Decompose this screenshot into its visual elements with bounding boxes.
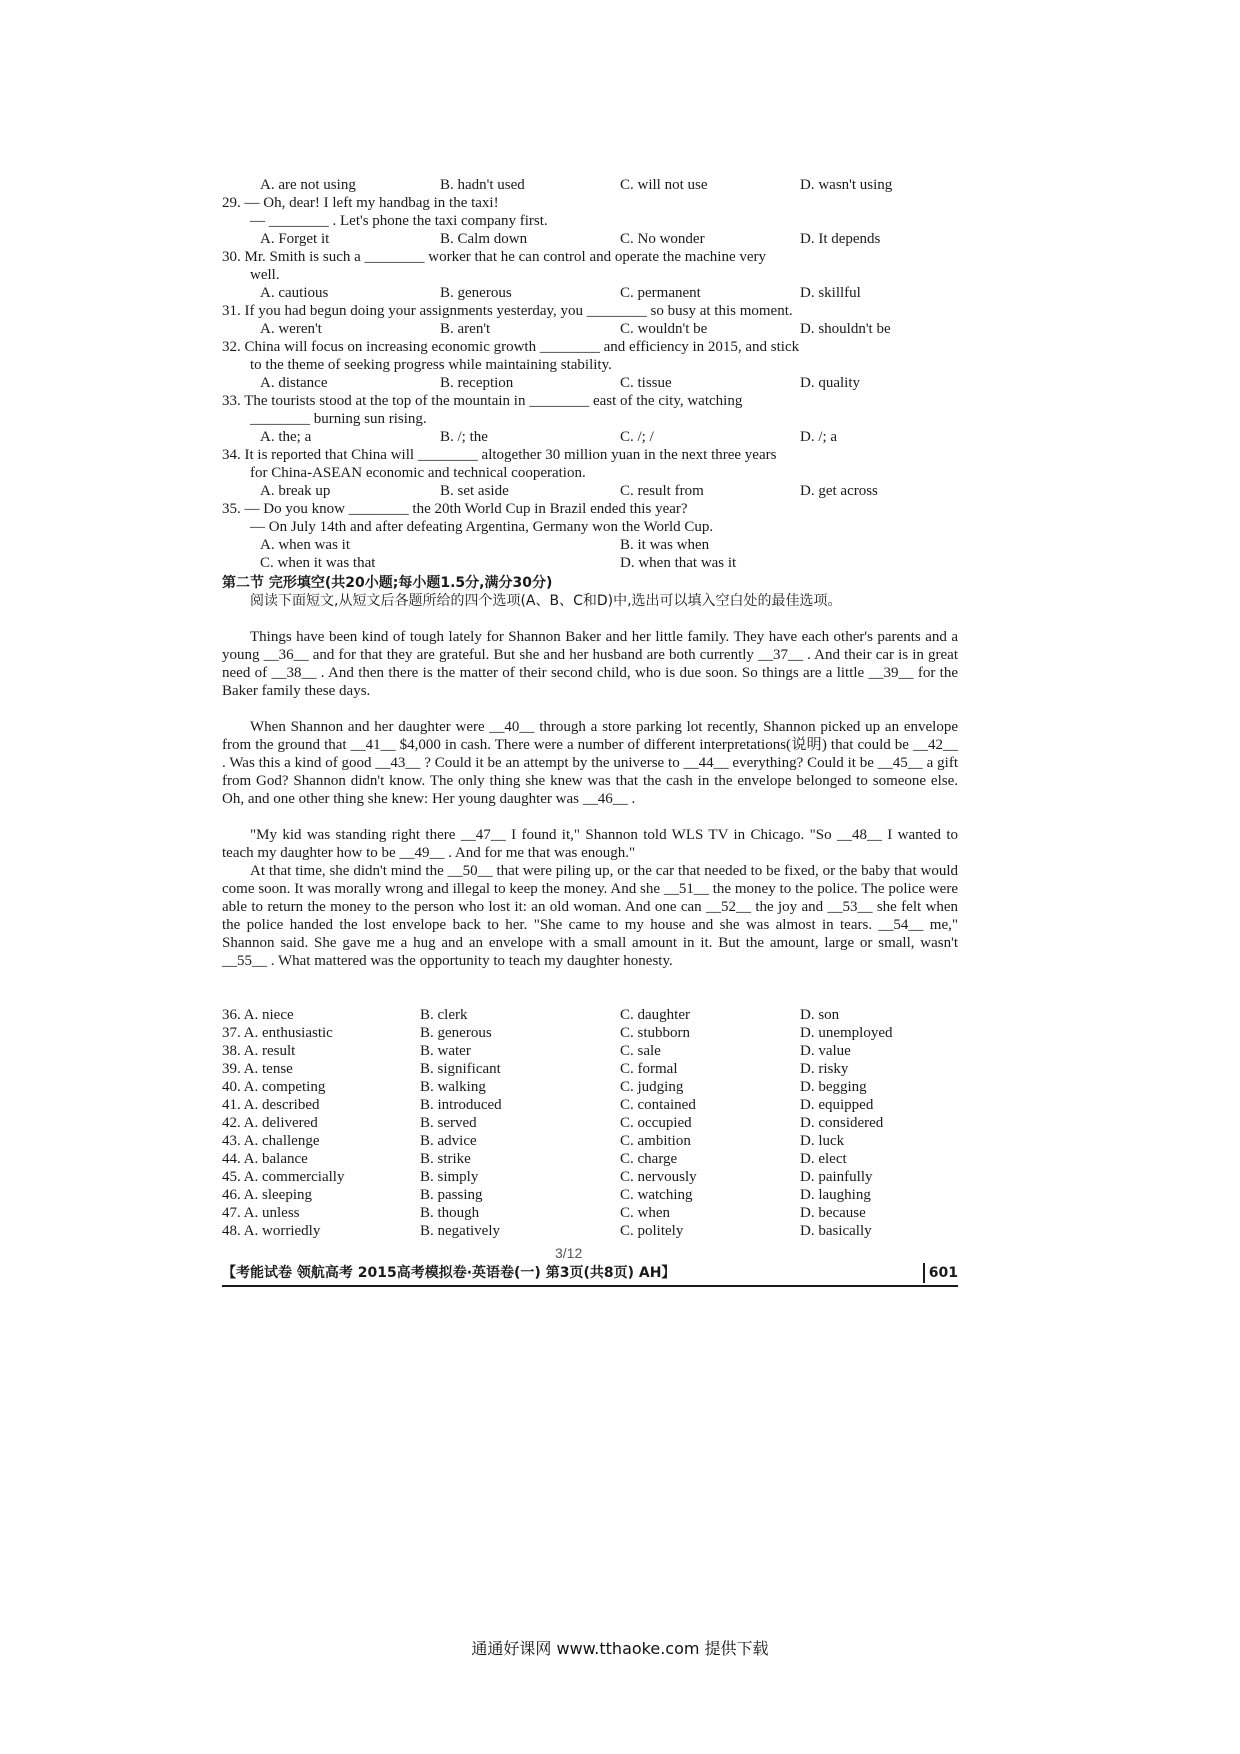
passage-paragraph-4: At that time, she didn't mind the __50__ that were piling up, or the car that needed to be fixed, or the baby that would come soon. It was morally wrong and illegal to keep the money. And she __51__ the money to the police. The police were able to return the money to the person who lost it: an old woman. And one can __52__ the joy and __53__ she felt when the police handed the lost envelope back to her. "She came to my house and she was almost in tears. __54__ me," Shannon said. She gave me a hug and an envelope with a small amount in it. But the amount, large or small, wasn't __55__ . What mattered was the opportunity to teach my daughter honesty. <box>222 863 958 969</box>
option-a: A. when was it <box>260 537 350 553</box>
option-d: D. laughing <box>800 1187 871 1203</box>
option-b: B. /; the <box>440 429 488 445</box>
option-b: B. water <box>420 1043 471 1059</box>
option-a: 40. A. competing <box>222 1079 326 1095</box>
option-b: B. passing <box>420 1187 483 1203</box>
option-a: A. Forget it <box>260 231 330 247</box>
option-a: 43. A. challenge <box>222 1133 320 1149</box>
option-d: D. when that was it <box>620 555 737 571</box>
passage-paragraph-2: When Shannon and her daughter were __40__ through a store parking lot recently, Shannon picked up an envelope from the ground that __41__ $4,000 in cash. There were a number of different interpretations(说明) that could be __42__ . Was this a kind of good __43__ ? Could it be an attempt by the universe to __44__ everything? Could it be __45__ a gift from God? Shannon didn't know. The only thing she knew was that the cash in the envelope belonged to someone else. Oh, and one other thing she knew: Her young daughter was __46__ . <box>222 719 958 807</box>
option-b: B. set aside <box>440 483 509 499</box>
option-b: B. Calm down <box>440 231 528 247</box>
passage-paragraph-3: "My kid was standing right there __47__ I found it," Shannon told WLS TV in Chicago. "So __48__ I wanted to teach my daughter how to be __49__ . And for me that was enough." <box>222 827 958 861</box>
option-c: C. will not use <box>620 177 708 193</box>
option-a: A. the; a <box>260 429 312 445</box>
option-a: 39. A. tense <box>222 1061 293 1077</box>
option-b: B. reception <box>440 375 514 391</box>
option-c: C. nervously <box>620 1169 697 1185</box>
q30-stem-cont: well. <box>250 267 280 283</box>
q33-stem-cont: ________ burning sun rising. <box>250 411 427 427</box>
page-number: 3/12 <box>555 1245 583 1261</box>
option-b: B. significant <box>420 1061 501 1077</box>
option-c: C. stubborn <box>620 1025 691 1041</box>
option-c: C. sale <box>620 1043 661 1059</box>
option-a: A. are not using <box>260 177 356 193</box>
option-a: 47. A. unless <box>222 1205 300 1221</box>
option-row <box>222 1222 958 1240</box>
option-row <box>222 1024 958 1042</box>
option-row <box>222 1060 958 1078</box>
option-row <box>222 1078 958 1096</box>
option-row <box>222 1186 958 1204</box>
option-c: C. judging <box>620 1079 684 1095</box>
option-b: B. generous <box>420 1025 492 1041</box>
option-d: D. shouldn't be <box>800 321 891 337</box>
option-c: C. formal <box>620 1061 678 1077</box>
option-c: C. when <box>620 1205 670 1221</box>
option-c: C. permanent <box>620 285 701 301</box>
option-b: B. though <box>420 1205 480 1221</box>
option-d: D. risky <box>800 1061 849 1077</box>
footer-code: 601 <box>923 1263 958 1283</box>
option-b: B. walking <box>420 1079 486 1095</box>
section-title: 第二节 完形填空(共20小题;每小题1.5分,满分30分) <box>222 575 553 591</box>
option-b: B. introduced <box>420 1097 502 1113</box>
option-row <box>222 1168 958 1186</box>
option-c: C. result from <box>620 483 704 499</box>
option-d: D. because <box>800 1205 866 1221</box>
option-b: B. strike <box>420 1151 471 1167</box>
q30-stem: 30. Mr. Smith is such a ________ worker that he can control and operate the machine very <box>222 249 767 265</box>
q35-stem-cont: — On July 14th and after defeating Argentina, Germany won the World Cup. <box>250 519 714 535</box>
option-c: C. politely <box>620 1223 684 1239</box>
option-a: 42. A. delivered <box>222 1115 318 1131</box>
q31-options <box>222 320 958 338</box>
option-c: C. tissue <box>620 375 672 391</box>
option-d: D. quality <box>800 375 860 391</box>
q33-options <box>222 428 958 446</box>
option-a: 37. A. enthusiastic <box>222 1025 333 1041</box>
footer-label: 【考能试卷 领航高考 2015高考模拟卷·英语卷(一) 第3页(共8页) AH】 <box>222 1265 676 1281</box>
section-directions: 阅读下面短文,从短文后各题所给的四个选项(A、B、C和D)中,选出可以填入空白处的最佳选项。 <box>250 593 842 609</box>
q32-options <box>222 374 958 392</box>
option-d: D. value <box>800 1043 851 1059</box>
option-row <box>222 1006 958 1024</box>
exam-footer <box>222 1263 958 1287</box>
option-b: B. advice <box>420 1133 477 1149</box>
q32-stem-cont: to the theme of seeking progress while maintaining stability. <box>250 357 612 373</box>
option-a: 45. A. commercially <box>222 1169 345 1185</box>
option-row <box>222 1114 958 1132</box>
option-d: D. wasn't using <box>800 177 893 193</box>
option-c: C. charge <box>620 1151 678 1167</box>
option-b: B. served <box>420 1115 477 1131</box>
passage-paragraph-1: Things have been kind of tough lately for Shannon Baker and her little family. They have each other's parents and a young __36__ and for that they are grateful. But she and her husband are both currently __37__ . And their car is in great need of __38__ . And then there is the matter of their second child, who is due soon. So things are a little __39__ for the Baker family these days. <box>222 629 958 699</box>
q34-options <box>222 482 958 500</box>
option-b: B. aren't <box>440 321 491 337</box>
q35-options-ab <box>222 536 958 554</box>
option-a: A. break up <box>260 483 331 499</box>
option-a: A. weren't <box>260 321 322 337</box>
option-d: D. luck <box>800 1133 845 1149</box>
option-c: C. wouldn't be <box>620 321 708 337</box>
option-d: D. It depends <box>800 231 881 247</box>
option-a: 41. A. described <box>222 1097 320 1113</box>
q28-options <box>222 176 958 194</box>
option-a: 38. A. result <box>222 1043 296 1059</box>
option-d: D. begging <box>800 1079 867 1095</box>
q32-stem: 32. China will focus on increasing economic growth ________ and efficiency in 2015, and stick <box>222 339 800 355</box>
option-c: C. contained <box>620 1097 696 1113</box>
option-d: D. painfully <box>800 1169 873 1185</box>
q33-stem: 33. The tourists stood at the top of the mountain in ________ east of the city, watching <box>222 393 743 409</box>
option-c: C. watching <box>620 1187 693 1203</box>
q29-options <box>222 230 958 248</box>
option-c: C. No wonder <box>620 231 705 247</box>
q31-stem: 31. If you had begun doing your assignments yesterday, you ________ so busy at this moment. <box>222 303 793 319</box>
option-a: A. cautious <box>260 285 329 301</box>
option-row <box>222 1150 958 1168</box>
option-d: D. basically <box>800 1223 872 1239</box>
download-credit: 通通好课网 www.tthaoke.com 提供下载 <box>471 1639 769 1658</box>
option-a: 48. A. worriedly <box>222 1223 321 1239</box>
q35-stem: 35. — Do you know ________ the 20th World Cup in Brazil ended this year? <box>222 501 688 517</box>
q30-options <box>222 284 958 302</box>
option-d: D. /; a <box>800 429 838 445</box>
option-b: B. hadn't used <box>440 177 525 193</box>
option-row <box>222 1042 958 1060</box>
option-row <box>222 1204 958 1222</box>
option-b: B. it was when <box>620 537 710 553</box>
q34-stem: 34. It is reported that China will ________ altogether 30 million yuan in the next three years <box>222 447 777 463</box>
exam-page <box>222 176 958 1256</box>
option-d: D. unemployed <box>800 1025 893 1041</box>
option-d: D. son <box>800 1007 840 1023</box>
option-d: D. equipped <box>800 1097 874 1113</box>
option-d: D. skillful <box>800 285 861 301</box>
option-b: B. generous <box>440 285 512 301</box>
q35-options-cd <box>222 554 958 572</box>
option-a: 46. A. sleeping <box>222 1187 312 1203</box>
cloze-options <box>222 1006 958 1240</box>
option-b: B. negatively <box>420 1223 500 1239</box>
q29-stem-cont: — ________ . Let's phone the taxi company first. <box>250 213 548 229</box>
option-d: D. get across <box>800 483 878 499</box>
option-a: 44. A. balance <box>222 1151 308 1167</box>
option-b: B. clerk <box>420 1007 468 1023</box>
option-c: C. occupied <box>620 1115 692 1131</box>
option-row <box>222 1096 958 1114</box>
option-b: B. simply <box>420 1169 479 1185</box>
option-a: 36. A. niece <box>222 1007 294 1023</box>
q34-stem-cont: for China-ASEAN economic and technical cooperation. <box>250 465 586 481</box>
q29-stem: 29. — Oh, dear! I left my handbag in the taxi! <box>222 195 499 211</box>
option-d: D. elect <box>800 1151 847 1167</box>
option-a: A. distance <box>260 375 328 391</box>
option-c: C. /; / <box>620 429 654 445</box>
option-d: D. considered <box>800 1115 884 1131</box>
option-c: C. when it was that <box>260 555 376 571</box>
option-row <box>222 1132 958 1150</box>
option-c: C. ambition <box>620 1133 691 1149</box>
option-c: C. daughter <box>620 1007 690 1023</box>
